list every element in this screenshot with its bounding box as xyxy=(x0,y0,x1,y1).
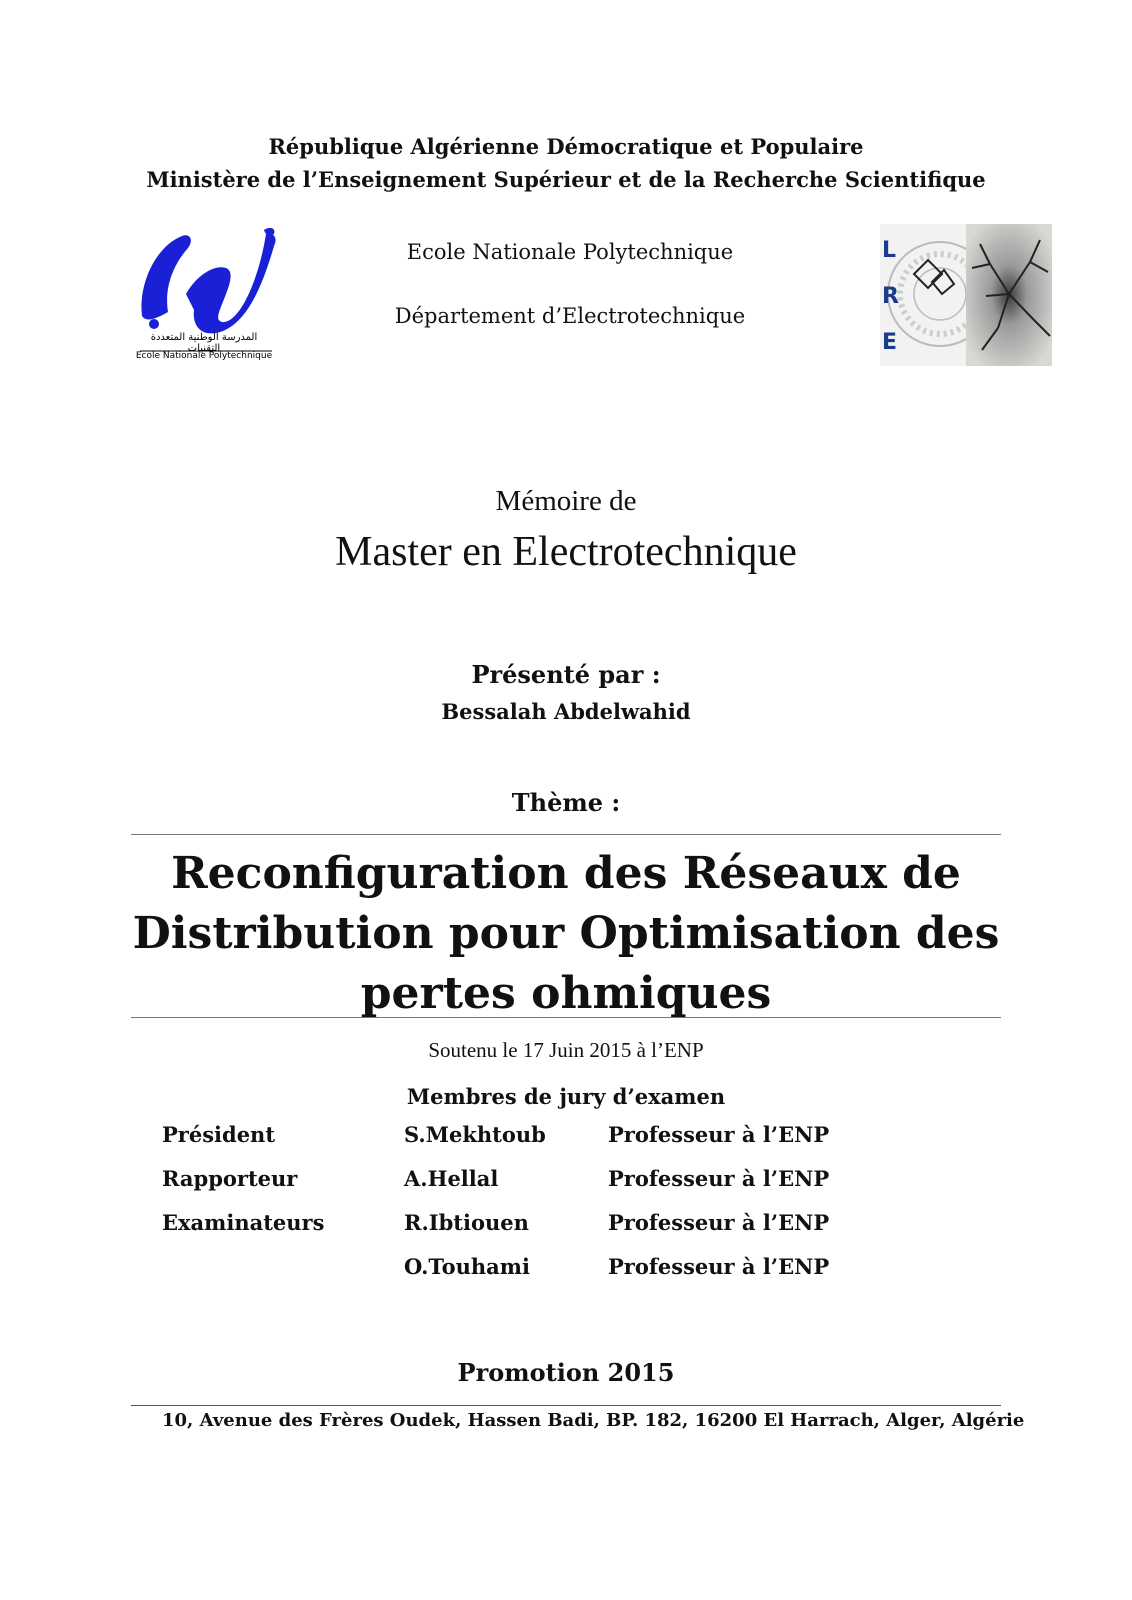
enp-logo xyxy=(134,224,276,366)
header-ministry: Ministère de l’Enseignement Supérieur et de la Recherche Scientifique xyxy=(146,167,986,192)
author-name: Bessalah Abdelwahid xyxy=(441,699,691,724)
department-name: Département d’Electrotechnique xyxy=(394,304,746,328)
promotion: Promotion 2015 xyxy=(457,1358,675,1387)
footer-divider xyxy=(131,1405,1001,1406)
thesis-title-line: Reconfiguration des Réseaux de xyxy=(171,848,961,899)
lre-logo xyxy=(880,224,1052,366)
presenter-label: Présenté par : xyxy=(471,660,661,689)
lre-letter-r: R xyxy=(882,284,899,309)
jury-heading: Membres de jury d’examen xyxy=(406,1084,726,1109)
jury-title: Professeur à l’ENP xyxy=(608,1166,830,1191)
lre-logo-icon xyxy=(880,224,1052,366)
jury-title: Professeur à l’ENP xyxy=(608,1122,830,1147)
jury-role: Rapporteur xyxy=(162,1166,298,1191)
header-republic: République Algérienne Démocratique et Populaire xyxy=(268,134,864,159)
defense-date: Soutenu le 17 Juin 2015 à l’ENP xyxy=(428,1038,704,1062)
thesis-title-line: Distribution pour Optimisation des xyxy=(132,908,1000,959)
jury-title: Professeur à l’ENP xyxy=(608,1210,830,1235)
thesis-title-line: pertes ohmiques xyxy=(360,968,772,1019)
memoire-label: Mémoire de xyxy=(495,485,637,517)
lre-letter-l: L xyxy=(882,238,897,263)
thesis-title xyxy=(131,844,1001,1024)
jury-name: O.Touhami xyxy=(404,1254,530,1279)
jury-title: Professeur à l’ENP xyxy=(608,1254,830,1279)
lre-letter-e: E xyxy=(882,330,898,355)
jury-name: S.Mekhtoub xyxy=(404,1122,546,1147)
enp-logo-caption: Ecole Nationale Polytechnique xyxy=(135,351,273,361)
jury-role: Examinateurs xyxy=(162,1210,325,1235)
title-divider-top xyxy=(131,834,1001,835)
jury-role: Président xyxy=(162,1122,276,1147)
title-divider-bottom xyxy=(131,1017,1001,1018)
theme-label: Thème : xyxy=(511,788,621,817)
jury-name: A.Hellal xyxy=(404,1166,499,1191)
school-address: 10, Avenue des Frères Oudek, Hassen Badi, BP. 182, 16200 El Harrach, Alger, Algérie xyxy=(162,1410,1025,1431)
jury-name: R.Ibtiouen xyxy=(404,1210,529,1235)
degree-title: Master en Electrotechnique xyxy=(335,529,797,575)
enp-logo-arabic: المدرسة الوطنية المتعددة التقنيات xyxy=(150,332,258,354)
school-name: Ecole Nationale Polytechnique xyxy=(406,240,734,264)
